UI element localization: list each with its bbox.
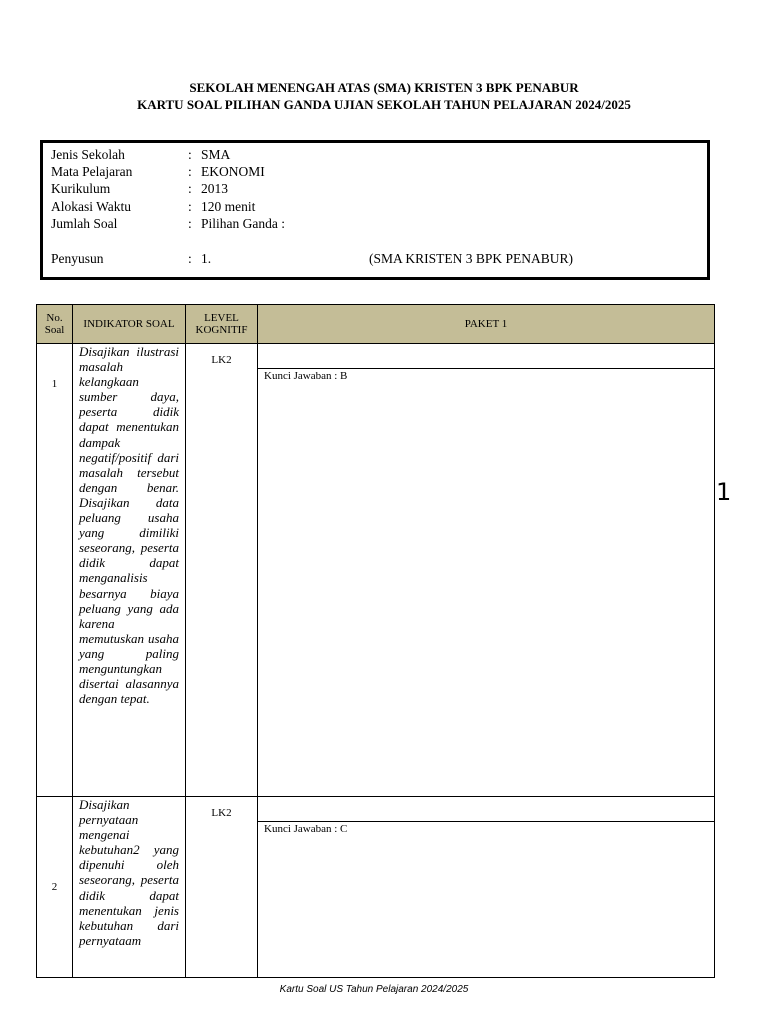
header-no-soal: No. Soal — [37, 305, 73, 344]
info-label: Alokasi Waktu — [51, 199, 132, 214]
document-title-line1: SEKOLAH MENENGAH ATAS (SMA) KRISTEN 3 BPK PENABUR — [189, 80, 579, 95]
level-kognitif: LK2 — [186, 344, 258, 797]
paket-cell — [258, 344, 715, 797]
indikator-text: Disajikan pernyataan mengenai kebutuhan2 yang dipenuhi oleh seseorang, peserta didik dapat menentukan jenis kebutuhan dari pernyataam — [73, 797, 186, 978]
info-value: 1. — [201, 251, 212, 266]
table-header-row — [37, 305, 715, 344]
answer-key: Kunci Jawaban : C — [264, 823, 348, 835]
answer-key: Kunci Jawaban : B — [264, 370, 348, 382]
info-label: Mata Pelajaran — [51, 164, 133, 179]
row-number: 2 — [37, 797, 73, 978]
paket-cell — [258, 797, 715, 978]
header-level: LEVEL KOGNITIF — [186, 305, 258, 344]
level-kognitif: LK2 — [186, 797, 258, 978]
table-row — [37, 797, 715, 978]
footer-text: Kartu Soal US Tahun Pelajaran 2024/2025 — [279, 984, 469, 995]
info-label: Jenis Sekolah — [51, 147, 125, 162]
question-area — [258, 797, 714, 822]
question-table — [36, 304, 715, 978]
indikator-text: Disajikan ilustrasi masalah kelangkaan sumber daya, peserta didik dapat menentukan dampak negatif/positif dari masalah tersebut dengan benar. Disajikan data peluang usaha yang dimiliki seseorang, peserta didik dapat menganalisis besarnya biaya peluang yang ada karena memutuskan usaha yang paling menguntungkan disertai alasannya dengan tepat. — [73, 344, 186, 797]
header-paket: PAKET 1 — [258, 305, 715, 344]
info-colon: : — [188, 251, 192, 266]
info-label: Jumlah Soal — [51, 216, 118, 231]
info-colon: : — [188, 216, 192, 231]
header-indikator: INDIKATOR SOAL — [73, 305, 186, 344]
info-label: Kurikulum — [51, 181, 111, 196]
row-number: 1 — [37, 344, 73, 797]
info-value: 2013 — [201, 181, 228, 196]
table-row — [37, 344, 715, 797]
question-area — [258, 344, 714, 369]
info-value: 120 menit — [201, 199, 256, 214]
info-colon: : — [188, 164, 192, 179]
info-school: (SMA KRISTEN 3 BPK PENABUR) — [369, 251, 574, 266]
identity-box — [40, 140, 710, 280]
info-colon: : — [188, 181, 192, 196]
document-title-line2: KARTU SOAL PILIHAN GANDA UJIAN SEKOLAH TAHUN PELAJARAN 2024/2025 — [137, 97, 631, 112]
page-number: 1 — [716, 478, 732, 506]
info-value: Pilihan Ganda : — [201, 216, 285, 231]
info-label: Penyusun — [51, 251, 104, 266]
info-colon: : — [188, 147, 192, 162]
info-colon: : — [188, 199, 192, 214]
info-value: SMA — [201, 147, 231, 162]
info-value: EKONOMI — [201, 164, 265, 179]
